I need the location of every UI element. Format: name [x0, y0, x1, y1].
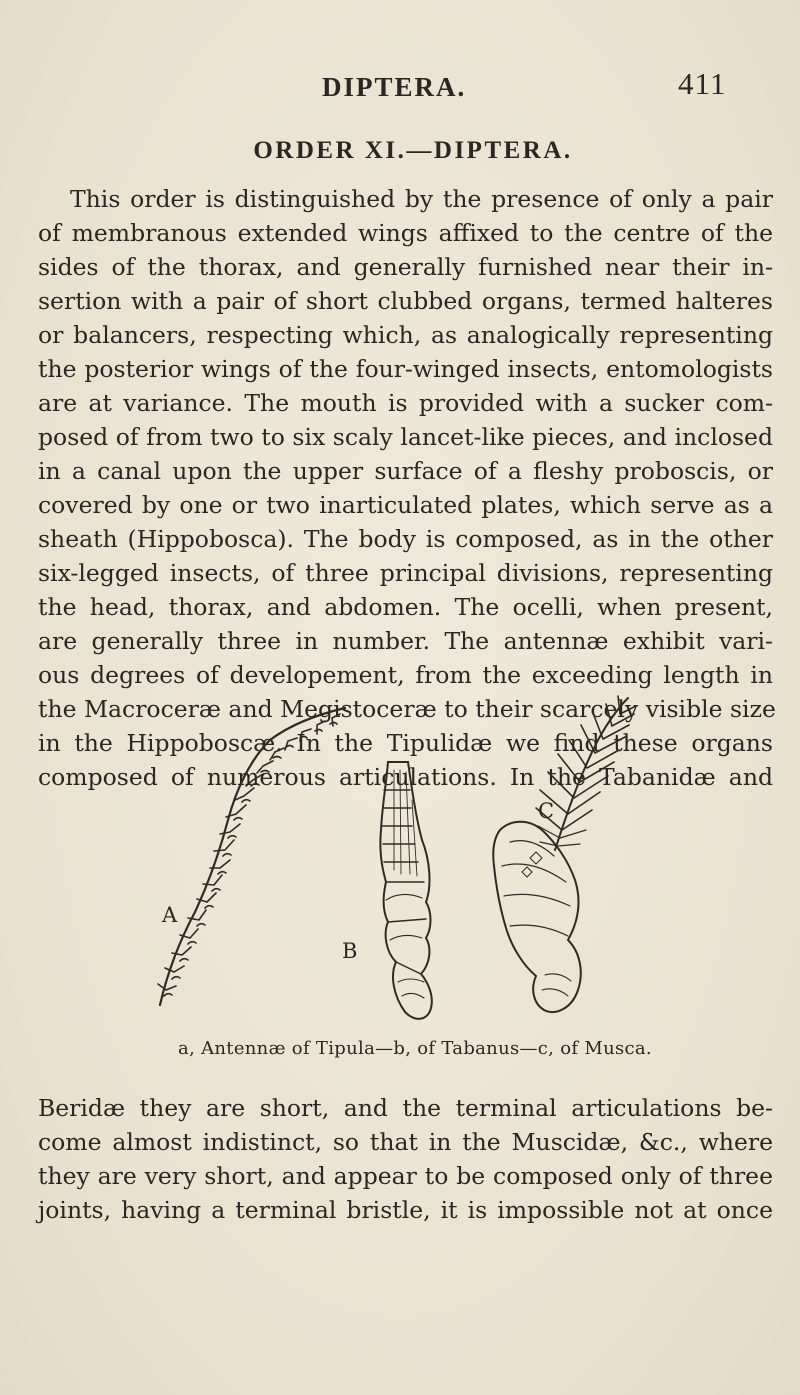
- figure-label-c: C: [538, 799, 555, 823]
- text-line: in the Hippoboscæ. In the Tipulidæ we find these organs: [38, 729, 773, 757]
- text-line: in a canal upon the upper surface of a fleshy proboscis, or: [38, 457, 773, 485]
- figure-caption: a, Antennæ of Tipula—b, of Tabanus—c, of Musca.: [178, 1038, 652, 1059]
- page-number: 411: [678, 66, 727, 101]
- text-line: This order is distinguished by the presence of only a pair: [70, 185, 773, 213]
- text-line: they are very short, and appear to be composed only of three: [38, 1162, 773, 1190]
- running-title: DIPTERA.: [322, 72, 467, 102]
- paragraph-2: [38, 1091, 773, 1227]
- text-line: the posterior wings of the four-winged insects, entomologists: [38, 355, 773, 383]
- text-line: the Macroceræ and Megistoceræ to their scarcely visible size: [38, 695, 776, 723]
- text-line: composed of numerous articulations. In the Tabanidæ and: [38, 763, 773, 791]
- text-line: sheath (Hippobosca). The body is composed, as in the other: [38, 525, 773, 553]
- text-line: of membranous extended wings affixed to the centre of the: [38, 219, 773, 247]
- text-line: or balancers, respecting which, as analogically representing: [38, 321, 773, 349]
- text-line: Beridæ they are short, and the terminal articulations be-: [38, 1094, 773, 1122]
- text-line: are generally three in number. The antennæ exhibit vari-: [38, 627, 773, 655]
- antenna-b-illustration: [380, 762, 431, 1019]
- antenna-a-illustration: [158, 708, 345, 1005]
- antennae-figure: [150, 690, 650, 1040]
- text-line: sides of the thorax, and generally furnished near their in-: [38, 253, 773, 281]
- running-head: [0, 66, 800, 112]
- text-line: sertion with a pair of short clubbed organs, termed halteres: [38, 287, 773, 315]
- text-line: covered by one or two inarticulated plates, which serve as a: [38, 491, 773, 519]
- text-line: posed of from two to six scaly lancet-like pieces, and inclosed: [38, 423, 773, 451]
- figure-label-a: A: [162, 903, 178, 927]
- antennae-engraving: [150, 690, 650, 1040]
- text-line: are at variance. The mouth is provided with a sucker com-: [38, 389, 773, 417]
- text-line: joints, having a terminal bristle, it is impossible not at once: [38, 1196, 773, 1224]
- text-line: six-legged insects, of three principal divisions, representing: [38, 559, 773, 587]
- text-line: the head, thorax, and abdomen. The ocelli, when present,: [38, 593, 773, 621]
- antenna-c-illustration: [493, 696, 636, 1012]
- text-line: ous degrees of developement, from the exceeding length in: [38, 661, 773, 689]
- text-line: come almost indistinct, so that in the Muscidæ, &c., where: [38, 1128, 773, 1156]
- figure-label-b: B: [342, 939, 358, 963]
- section-heading: ORDER XI.—DIPTERA.: [253, 137, 573, 164]
